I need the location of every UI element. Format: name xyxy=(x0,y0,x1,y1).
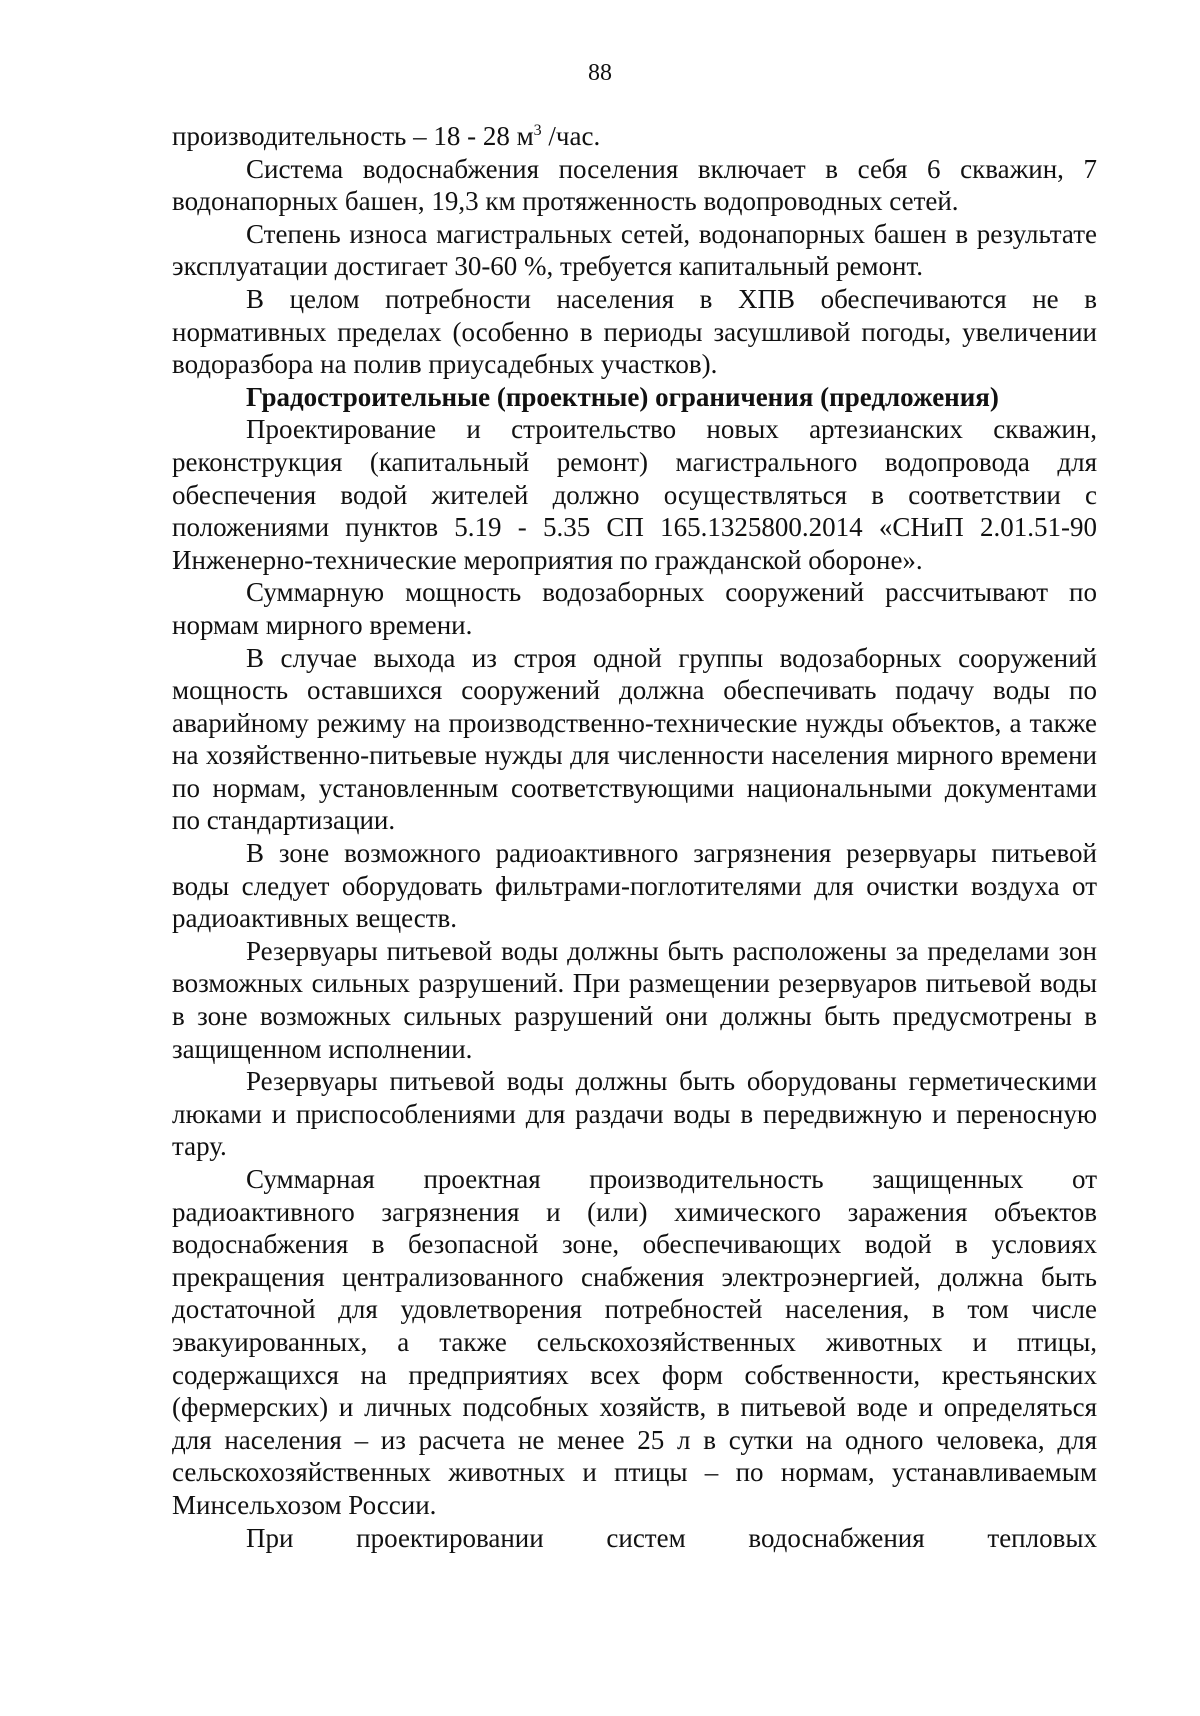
paragraph-reservoir-location: Резервуары питьевой воды должны быть расположены за пределами зон возможных сильных разрушений. При размещении резервуаров питьевой воды в зоне возможных сильных разрушений они должны быть предусмотрены в защищенном исполнении. xyxy=(172,935,1097,1064)
paragraph-protected-capacity: Суммарная проектная производительность защищенных от радиоактивного загрязнения и (или) химического заражения объектов водоснабжения в безопасной зоне, обеспечивающих водой в условиях прекращения централизованного снабжения электроэнергией, должна быть достаточной для удовлетворения потребностей населения, в том числе эвакуированных, а также сельскохозяйственных животных и птицы, содержащихся на предприятиях всех форм собственности, крестьянских (фермерских) и личных подсобных хозяйств, в питьевой воде и определяться для населения – из расчета не менее 25 л в сутки на одного человека, для сельскохозяйственных животных и птицы – по нормам, устанавливаемым Минсельхозом России. xyxy=(172,1164,1097,1520)
paragraph-failure-case: В случае выхода из строя одной группы водозаборных сооружений мощность оставшихся сооружений должна обеспечивать подачу воды по аварийному режиму на производственно-технические нужды объектов, а также на хозяйственно-питьевые нужды для численности населения мирного времени по нормам, установленным соответствующими национальными документами по стандартизации. xyxy=(172,642,1097,836)
paragraph-wear-degree: Степень износа магистральных сетей, водонапорных башен в результате эксплуатации достигает 30-60 %, требуется капитальный ремонт. xyxy=(172,218,1097,282)
paragraph-total-capacity: Суммарную мощность водозаборных сооружений рассчитывают по нормам мирного времени. xyxy=(172,577,1097,640)
paragraph-reservoir-equipment: Резервуары питьевой воды должны быть оборудованы герметическими люками и приспособлениями для раздачи воды в передвижную и переносную тару. xyxy=(172,1066,1097,1162)
paragraph-productivity xyxy=(172,120,1097,153)
document-body xyxy=(172,120,1097,1554)
productivity-unit: /час. xyxy=(541,121,601,151)
productivity-text: производительность – 18 - 28 м xyxy=(172,121,534,151)
paragraph-thermal-design: При проектировании систем водоснабжения тепловых xyxy=(246,1522,1097,1553)
cubic-superscript: 3 xyxy=(533,122,542,139)
section-heading: Градостроительные (проектные) ограничения (предложения) xyxy=(246,381,999,412)
page-number: 88 xyxy=(588,60,612,86)
paragraph-water-system: Система водоснабжения поселения включает в себя 6 скважин, 7 водонапорных башен, 19,3 км протяженность водопроводных сетей. xyxy=(172,153,1097,217)
paragraph-design-construction: Проектирование и строительство новых артезианских скважин, реконструкция (капитальный ремонт) магистрального водопровода для обеспечения водой жителей должно осуществляться в соответствии с положениями пунктов 5.19 - 5.35 СП 165.1325800.2014 «СНиП 2.01.51-90 Инженерно-технические мероприятия по гражданской обороне». xyxy=(172,414,1097,575)
paragraph-radioactive-zone: В зоне возможного радиоактивного загрязнения резервуары питьевой воды следует оборудовать фильтрами-поглотителями для очистки воздуха от радиоактивных веществ. xyxy=(172,838,1097,934)
paragraph-population-needs: В целом потребности населения в ХПВ обеспечиваются не в нормативных пределах (особенно в периоды засушливой погоды, увеличении водоразбора на полив приусадебных участков). xyxy=(172,283,1097,380)
